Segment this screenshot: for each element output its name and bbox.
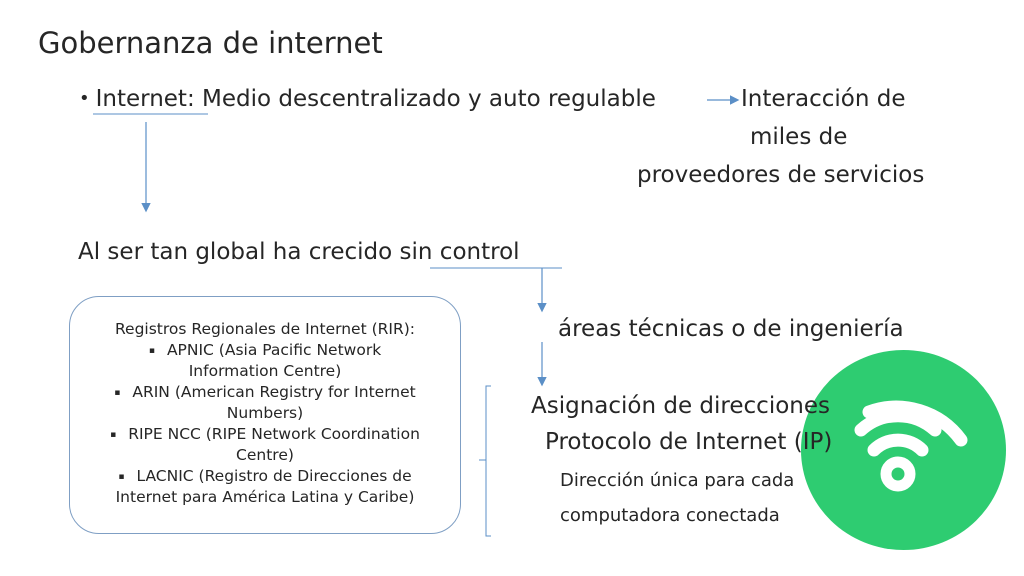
internet-definition: Medio descentralizado y auto regulable — [202, 86, 656, 112]
right-text-line-1: Interacción de — [741, 86, 906, 112]
rir-heading: Registros Regionales de Internet (RIR): — [114, 320, 416, 338]
left-bracket — [479, 386, 491, 536]
asignacion-line-3: Dirección única para cada — [560, 470, 795, 491]
asignacion-line-2: Protocolo de Internet (IP) — [545, 429, 833, 455]
rir-list — [70, 319, 460, 508]
rir-item-ripe-line-1: RIPE NCC (RIPE Network Coordination — [128, 424, 420, 443]
rir-bullet: ▪ — [118, 471, 125, 482]
sin-control: sin control — [399, 239, 520, 265]
rir-item-arin-line-1: ARIN (American Registry for Internet — [132, 382, 416, 401]
rir-item-apnic-cont: Information Centre) — [188, 362, 342, 380]
rir-bullet: ▪ — [114, 387, 121, 398]
global-statement — [78, 239, 520, 265]
rir-box — [69, 296, 461, 534]
internet-term: Internet: — [95, 86, 195, 112]
slide-title: Gobernanza de internet — [38, 26, 383, 60]
right-text-line-2: miles de — [750, 124, 848, 150]
rir-item-ripe — [70, 424, 460, 446]
asignacion-line-1: Asignación de direcciones — [531, 393, 830, 419]
rir-item-lacnic-cont: Internet para América Latina y Caribe) — [115, 488, 415, 506]
asignacion-line-4: computadora conectada — [560, 505, 780, 526]
global-text: Al ser tan global ha crecido — [78, 239, 393, 265]
rir-bullet: ▪ — [110, 429, 117, 440]
rir-bullet: ▪ — [148, 345, 155, 356]
rir-item-lacnic-line-1: LACNIC (Registro de Direcciones de — [136, 466, 412, 485]
rir-item-lacnic — [70, 466, 460, 488]
right-text-line-3: proveedores de servicios — [637, 162, 925, 188]
bullet-line — [79, 86, 656, 112]
rir-item-arin-cont: Numbers) — [226, 404, 304, 422]
bullet: • — [79, 88, 90, 109]
areas-tecnicas: áreas técnicas o de ingeniería — [558, 316, 904, 342]
rir-item-apnic — [70, 340, 460, 362]
rir-item-apnic-line-1: APNIC (Asia Pacific Network — [166, 340, 382, 359]
rir-item-ripe-cont: Centre) — [236, 446, 294, 464]
rir-item-arin — [70, 382, 460, 404]
